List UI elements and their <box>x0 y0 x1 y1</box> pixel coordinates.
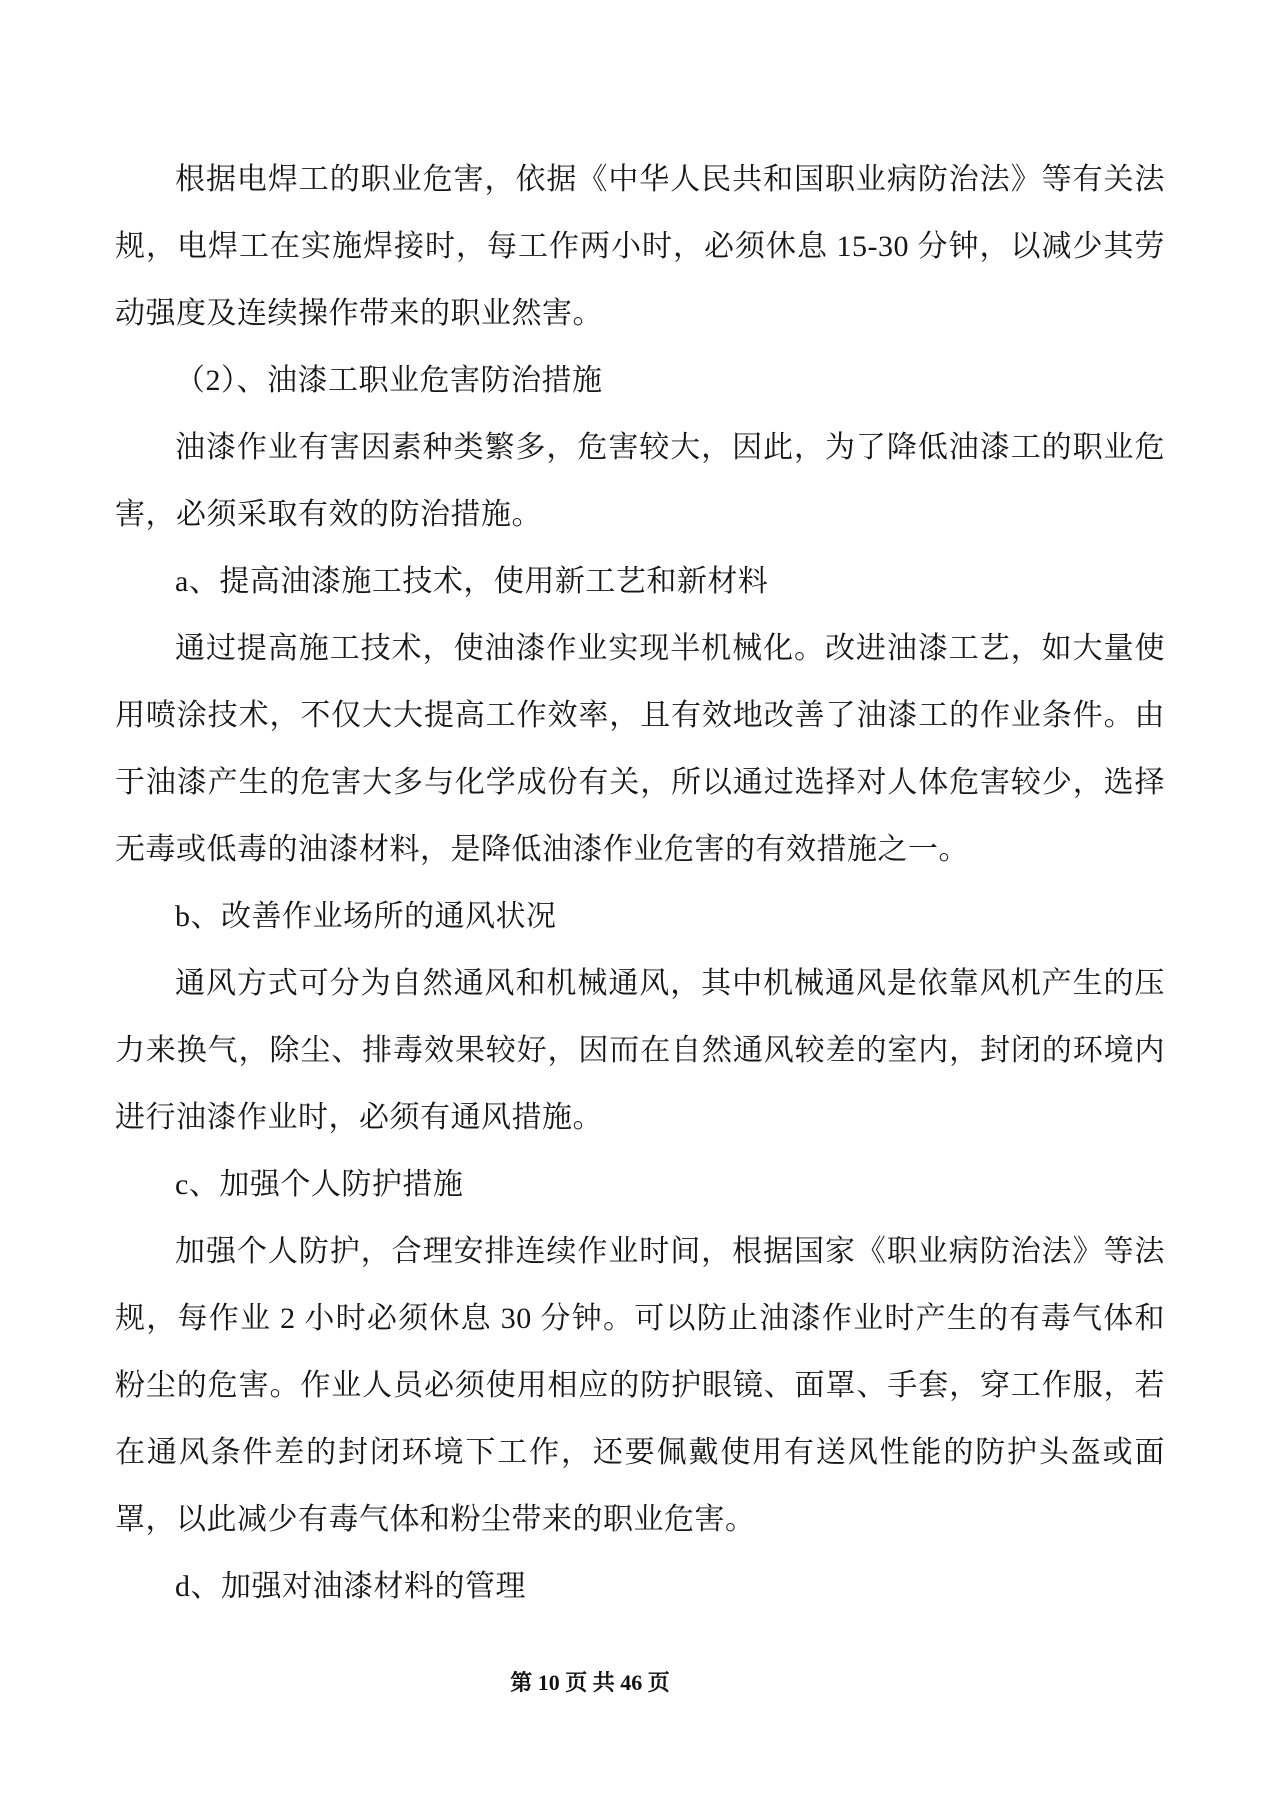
heading-painter-prevention-measures: （2）、油漆工职业危害防治措施 <box>175 364 603 397</box>
heading-item-a-improve-technique: a、提高油漆施工技术，使用新工艺和新材料 <box>175 565 769 598</box>
document-body <box>115 146 1165 1620</box>
paragraph-item-a-detail: 通过提高施工技术，使油漆作业实现半机械化。改进油漆工艺，如大量使用喷涂技术，不仅大大提高工作效率，且有效地改善了油漆工的作业条件。由于油漆产生的危害大多与化学成份有关，所以通过选择对人体危害较少，选择无毒或低毒的油漆材料，是降低油漆作业危害的有效措施之一。 <box>115 632 1165 866</box>
heading-item-c-personal-protection: c、加强个人防护措施 <box>175 1168 464 1201</box>
page-number-footer: 第 10 页 共 46 页 <box>510 1670 670 1695</box>
paragraph-painter-hazard-intro: 油漆作业有害因素种类繁多，危害较大，因此，为了降低油漆工的职业危害，必须采取有效的防治措施。 <box>115 431 1165 531</box>
paragraph-item-c-detail: 加强个人防护，合理安排连续作业时间，根据国家《职业病防治法》等法规，每作业 2 小时必须休息 30 分钟。可以防止油漆作业时产生的有毒气体和粉尘的危害。作业人员必须使用相应的防护眼镜、面罩、手套，穿工作服，若在通风条件差的封闭环境下工作，还要佩戴使用有送风性能的防护头盔或面罩，以此减少有毒气体和粉尘带来的职业危害。 <box>115 1235 1165 1536</box>
heading-item-b-ventilation: b、改善作业场所的通风状况 <box>175 900 557 933</box>
paragraph-item-b-detail: 通风方式可分为自然通风和机械通风，其中机械通风是依靠风机产生的压力来换气，除尘、排毒效果较好，因而在自然通风较差的室内，封闭的环境内进行油漆作业时，必须有通风措施。 <box>115 967 1165 1134</box>
paragraph-welder-rest-rule: 根据电焊工的职业危害，依据《中华人民共和国职业病防治法》等有关法规，电焊工在实施焊接时，每工作两小时，必须休息 15-30 分钟，以减少其劳动强度及连续操作带来的职业然害。 <box>115 163 1165 330</box>
heading-item-d-material-management: d、加强对油漆材料的管理 <box>175 1570 526 1603</box>
